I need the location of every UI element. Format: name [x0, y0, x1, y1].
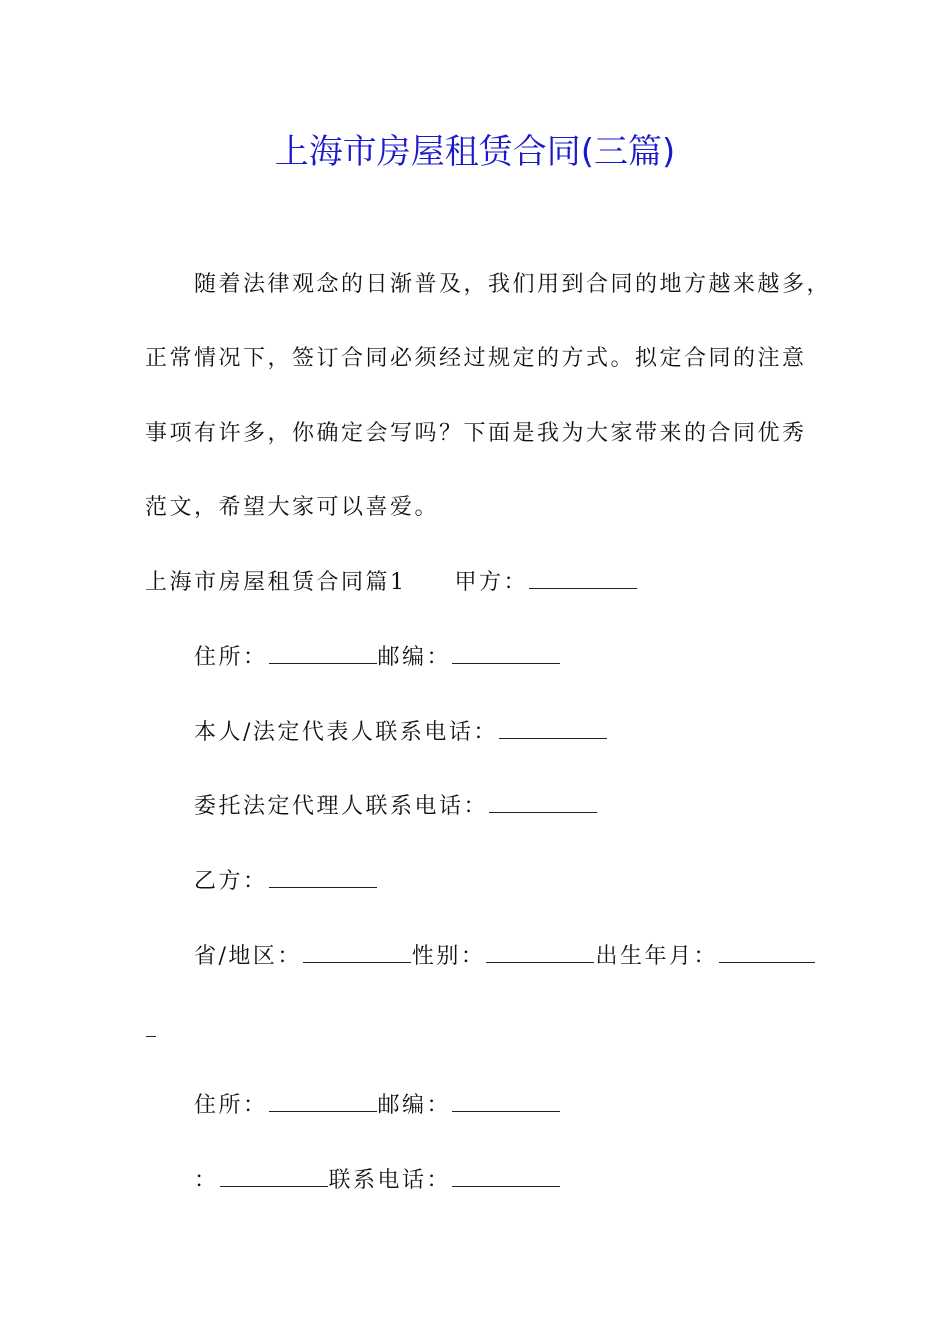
address2-label: 住所： [194, 1093, 268, 1118]
gender-blank [486, 940, 594, 963]
legal-rep-phone-blank [499, 716, 607, 739]
birth-blank [719, 940, 815, 963]
party-a-label: 甲方： [454, 570, 529, 595]
party-b-label: 乙方： [194, 869, 268, 894]
agent-phone-blank [489, 790, 597, 813]
colon-blank [220, 1164, 328, 1187]
section-heading-line [145, 566, 638, 600]
legal-rep-phone-line [194, 716, 608, 750]
address-line [194, 641, 561, 675]
legal-rep-phone-label: 本人/法定代表人联系电话： [194, 720, 498, 745]
intro-line-2: 正常情况下，签订合同必须经过规定的方式。拟定合同的注意 [145, 346, 807, 371]
province-line [194, 940, 816, 974]
address2-blank [269, 1089, 377, 1112]
gender-label: 性别： [411, 944, 486, 969]
province-blank [303, 940, 411, 963]
party-b-blank [269, 865, 377, 888]
postcode2-blank [452, 1089, 560, 1112]
party-b-line [194, 865, 378, 899]
postcode-label: 邮编： [377, 645, 452, 670]
postcode-blank [452, 641, 560, 664]
intro-line-1: 随着法律观念的日渐普及，我们用到合同的地方越来越多， [194, 272, 832, 297]
document-title: 上海市房屋租赁合同(三篇) [274, 132, 676, 172]
phone-blank [452, 1164, 560, 1187]
phone-line [194, 1164, 561, 1198]
intro-line-4: 范文，希望大家可以喜爱。 [145, 495, 440, 520]
province-label: 省/地区： [194, 944, 302, 969]
birth-blank-continuation-line [145, 1014, 157, 1048]
address-blank [269, 641, 377, 664]
colon-label: ： [194, 1168, 219, 1193]
address-label: 住所： [194, 645, 268, 670]
birth-blank-continuation [146, 1014, 156, 1037]
section-heading: 上海市房屋租赁合同篇1 [145, 570, 407, 595]
intro-line-3: 事项有许多，你确定会写吗？下面是我为大家带来的合同优秀 [145, 421, 807, 446]
address2-line [194, 1089, 561, 1123]
agent-phone-line [194, 790, 598, 824]
postcode2-label: 邮编： [377, 1093, 452, 1118]
party-a-blank [529, 566, 637, 589]
birth-label: 出生年月： [595, 944, 718, 969]
phone-label: 联系电话： [328, 1168, 452, 1193]
agent-phone-label: 委托法定代理人联系电话： [194, 794, 489, 819]
